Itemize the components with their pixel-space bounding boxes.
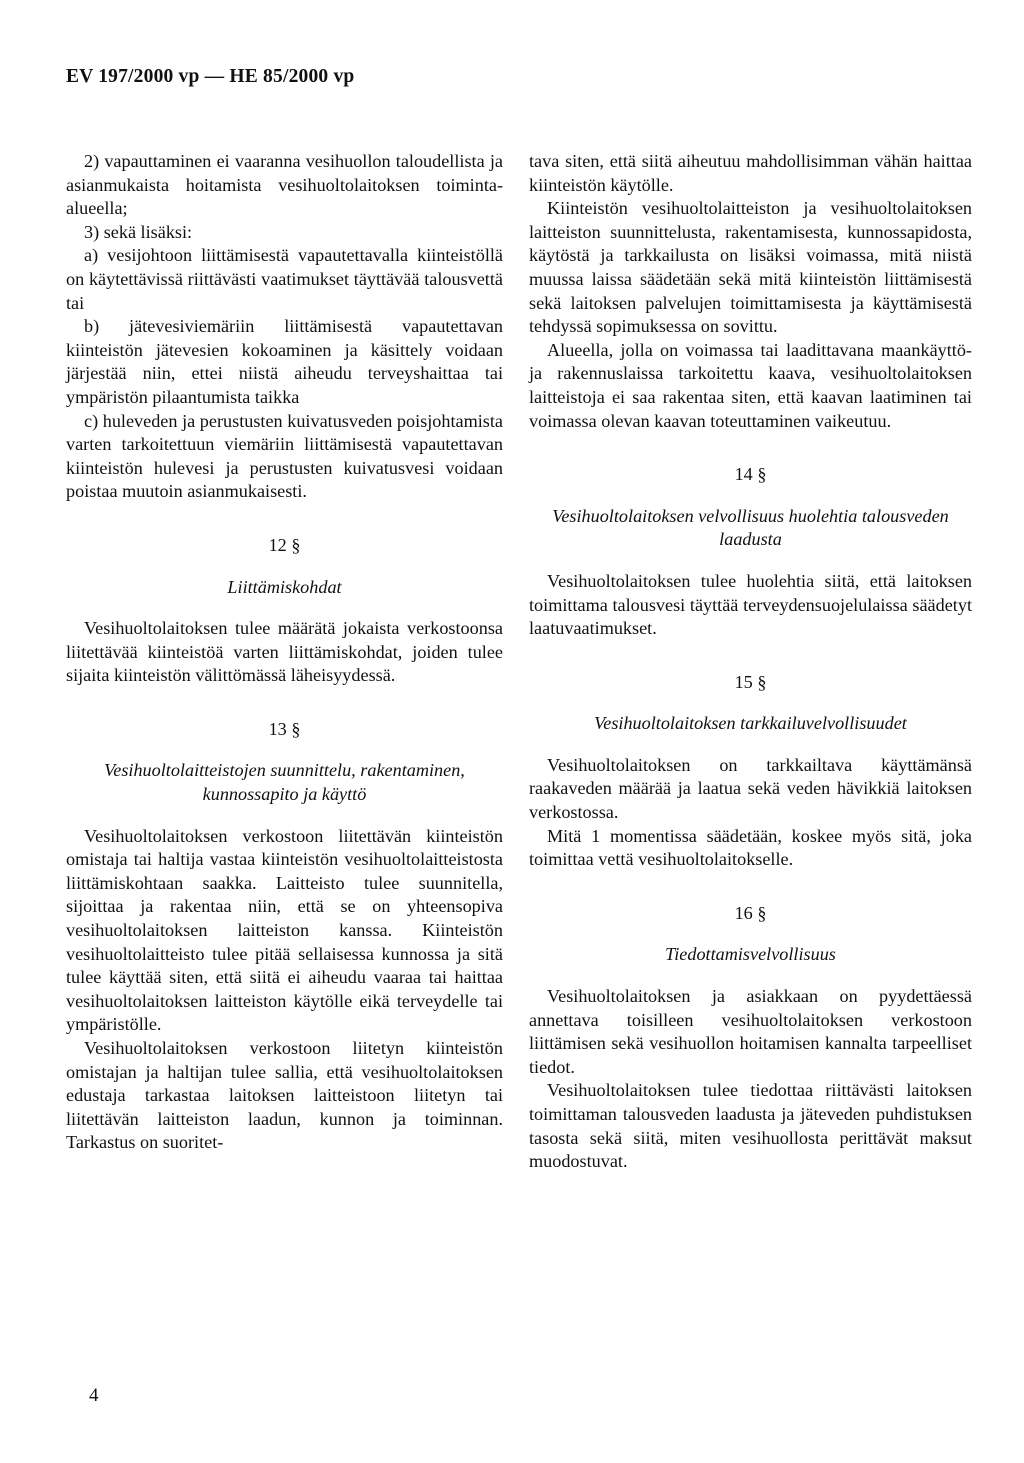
right-column [529,150,972,1174]
section-13-title: Vesihuoltolaitteistojen suunnittelu, rakentaminen, kunnossapito ja käyttö [104,760,465,805]
section-15-paragraph-1: Vesihuoltolaitoksen on tarkkailtava käyttämänsä raakaveden määrää ja laatua sekä veden hävikkiä laitoksen verkostossa. [529,754,972,823]
section-16-paragraph-1: Vesihuoltolaitoksen ja asiakkaan on pyydettäessä annettava toisilleen vesihuoltolaitoksen verkostoon liittämisen sekä vesihuollon hoitamisen kannalta tarpeelliset tiedot. [529,986,972,1077]
item-3c: c) huleveden ja perustusten kuivatusveden poisjohtamista varten tarkoitettuun viemäriin liittämisestä vapautettavan kiinteistön hulevesi ja perustusten kuivatusvesi voidaan poistaa muutoin asianmukaisesti. [66,410,503,502]
section-13-paragraph-3: Kiinteistön vesihuoltolaitteiston ja vesihuoltolaitoksen laitteiston suunnittelusta, rakentamisesta, kunnossapidosta, käytöstä ja tarkkailusta on lisäksi voimassa, mitä niistä muussa laissa säädetään sekä mitä kiinteistön liittämisestä sekä laitoksen palvelujen toimittamisesta ja käyttämisestä tehdyssä sopimuksessa on sovittu. [529,198,972,337]
section-13-paragraph-2: Vesihuoltolaitoksen verkostoon liitetyn kiinteistön omistajan ja haltijan tulee sallia, että vesihuoltolaitoksen edustaja tarkastaa laitoksen laitteistoon liitetyn tai liitettävän laitteiston laadun, kunnon ja toiminnan. Tarkastus on suoritet- [66,1038,503,1153]
section-13-paragraph-4: Alueella, jolla on voimassa tai laadittavana maankäyttö- ja rakennuslaissa tarkoitettu kaava, vesihuoltolaitoksen laitteistoja ei saa rakentaa siten, että kaavan laatiminen tai voimassa olevan kaavan toteuttaminen vaikeutuu. [529,339,972,431]
section-14-number: 14 § [734,464,767,485]
section-16-number: 16 § [734,902,767,923]
section-14-title: Vesihuoltolaitoksen velvollisuus huolehtia talousveden laadusta [552,505,949,550]
section-14-paragraph: Vesihuoltolaitoksen tulee huolehtia siitä, että laitoksen toimittama talousvesi täyttää terveydensuojelulaissa säädetyt laatuvaatimukset. [529,570,972,639]
section-12-number: 12 § [268,534,301,555]
page-number: 4 [89,1385,99,1406]
section-16-paragraph-2: Vesihuoltolaitoksen tulee tiedottaa riittävästi laitoksen toimittaman talousveden laadusta ja jäteveden puhdistuksen tasosta sekä siitä, miten vesihuollosta perittävät maksut muodostuvat. [529,1080,972,1172]
item-2: 2) vapauttaminen ei vaaranna vesihuollon taloudellista ja asianmukaista hoitamista vesihuoltolaitoksen toiminta-alueella; [66,151,503,219]
section-16-title: Tiedottamisvelvollisuus [665,944,836,965]
section-12-paragraph: Vesihuoltolaitoksen tulee määrätä jokaista verkostoonsa liitettävää kiinteistöä varten liittämiskohdat, joiden tulee sijaita kiinteistön välittömässä läheisyydessä. [66,618,503,686]
section-13-paragraph-1: Vesihuoltolaitoksen verkostoon liitettävän kiinteistön omistaja tai haltija vastaa kiinteistön vesihuoltolaitteistosta liittämiskohtaan saakka. Laitteisto tulee suunnitella, sijoittaa ja rakentaa niin, että se on yhteensopiva vesihuoltolaitoksen laitteiston kanssa. Kiinteistön vesihuoltolaitteisto tulee pitää sellaisessa kunnossa ja sitä tulee käyttää siten, että siitä ei aiheudu vaaraa tai haittaa vesihuoltolaitoksen laitteiston käytölle eikä terveydelle tai ympäristölle. [66,825,503,1035]
document-header: EV 197/2000 vp — HE 85/2000 vp [66,66,355,87]
section-13-number: 13 § [268,718,301,739]
left-column [66,150,503,1155]
item-3: 3) sekä lisäksi: [84,221,193,242]
section-15-number: 15 § [734,671,767,692]
section-15-title: Vesihuoltolaitoksen tarkkailuvelvollisuudet [594,713,907,734]
item-3a: a) vesijohtoon liittämisestä vapautettavalla kiinteistöllä on käytettävissä riittävästi vaatimukset täyttävää talousvettä tai [66,245,503,313]
section-15-paragraph-2: Mitä 1 momentissa säädetään, koskee myös sitä, joka toimittaa vettä vesihuoltolaitokselle. [529,825,972,870]
section-12-title: Liittämiskohdat [227,576,342,597]
item-3b: b) jätevesiviemäriin liittämisestä vapautettavan kiinteistön jätevesien kokoaminen ja käsittely voidaan järjestää niin, ettei niistä aiheudu terveyshaittaa tai ympäristön pilaantumista taikka [66,316,503,407]
section-13-continuation: tava siten, että siitä aiheutuu mahdollisimman vähän haittaa kiinteistön käytölle. [529,151,972,195]
